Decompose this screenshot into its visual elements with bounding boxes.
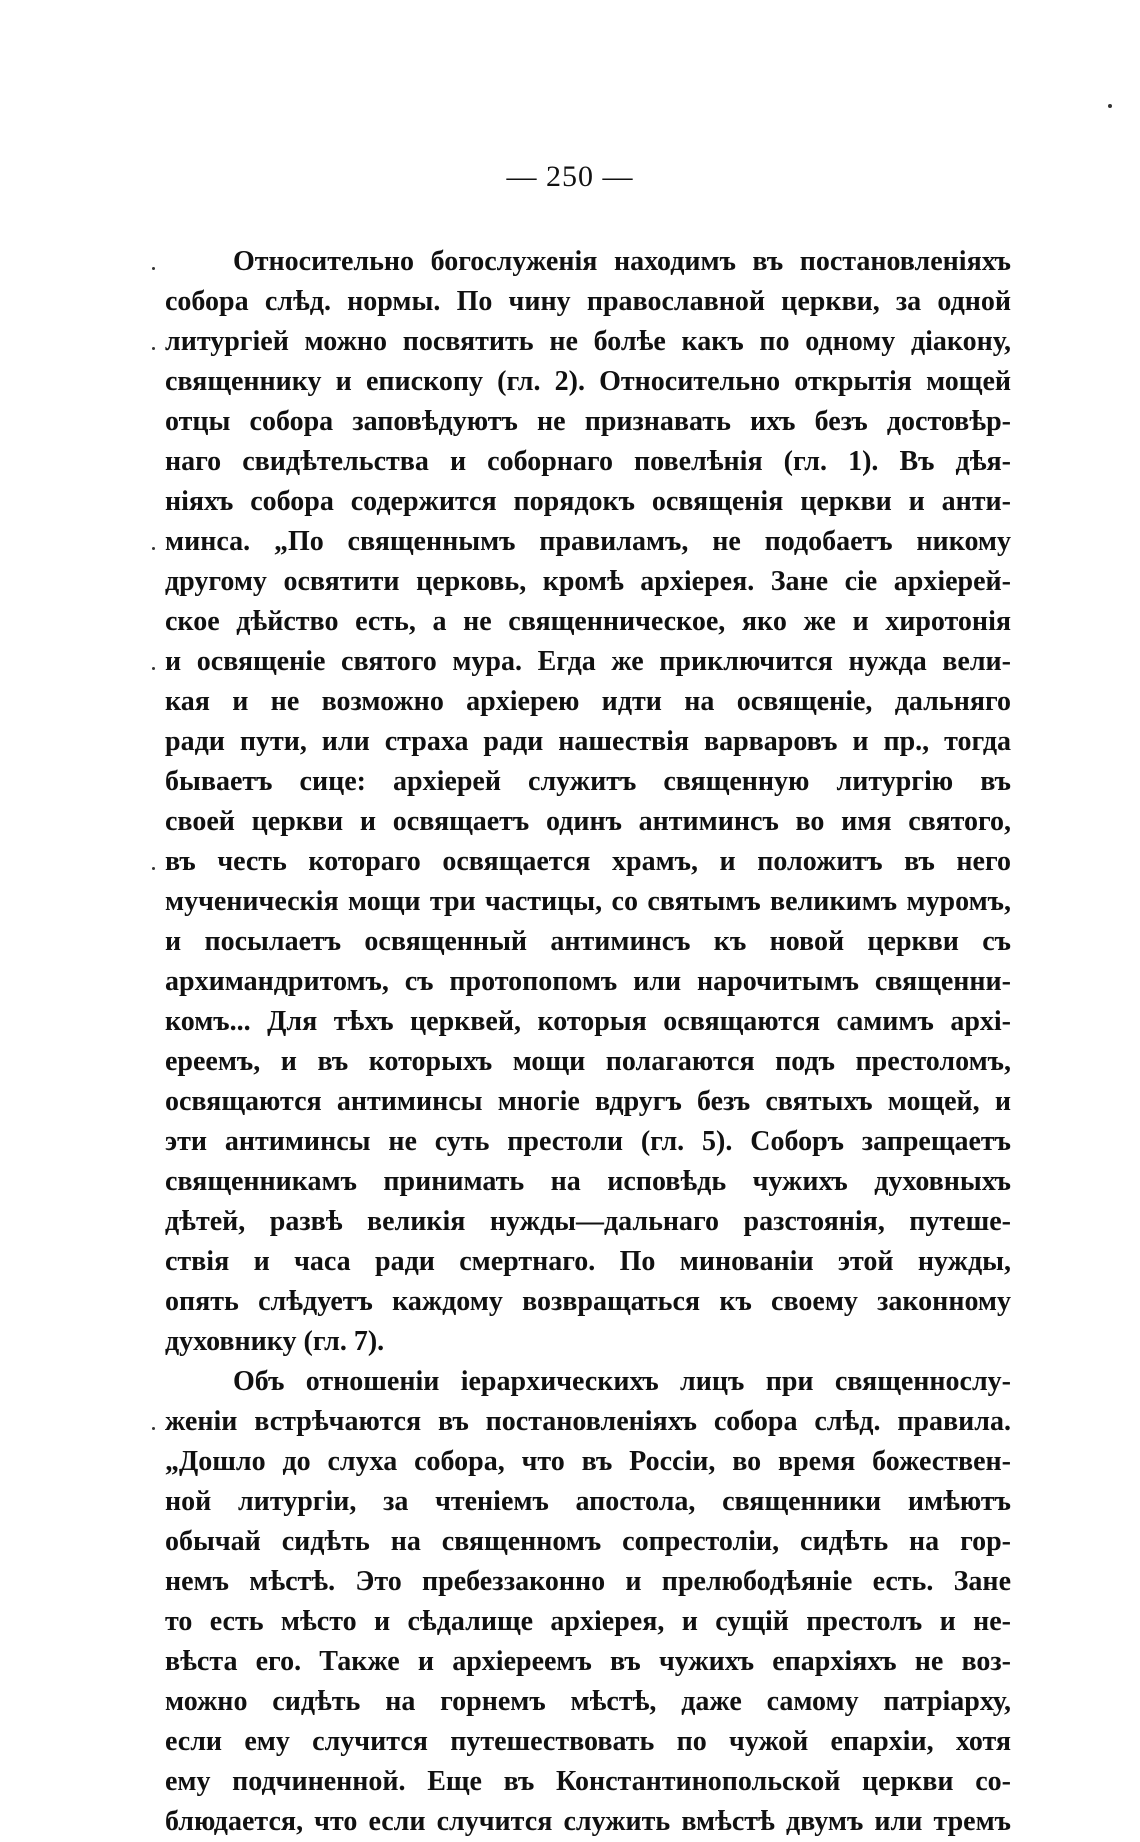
text-line: ереемъ, и въ которыхъ мощи полагаются подъ престоломъ,	[165, 1046, 1011, 1077]
text-line: священнику и епископу (гл. 2). Относительно открытія мощей	[165, 366, 1011, 397]
text-line: мученическія мощи три частицы, со святымъ великимъ муромъ,	[165, 886, 1011, 917]
text-line: Объ отношеніи іерархическихъ лицъ при священнослу-	[233, 1366, 1011, 1397]
text-line: освящаются антиминсы многіе вдругъ безъ святыхъ мощей, и	[165, 1086, 1011, 1117]
text-line: бываетъ сице: архіерей служитъ священную литургію въ	[165, 766, 1011, 797]
text-line: въ честь котораго освящается храмъ, и положитъ въ него	[165, 846, 1011, 877]
text-line: „Дошло до слуха собора, что въ Россіи, во время божествен-	[165, 1446, 1011, 1477]
text-line: своей церкви и освящаетъ одинъ антиминсъ во имя святого,	[165, 806, 1011, 837]
text-line: архимандритомъ, съ протопопомъ или нарочитымъ священни-	[165, 966, 1011, 997]
text-line: духовнику (гл. 7).	[165, 1326, 385, 1357]
text-line: опять слѣдуетъ каждому возвращаться къ своему законному	[165, 1286, 1011, 1317]
text-line: и освященіе святого мура. Егда же приключится нужда вели-	[165, 646, 1011, 677]
text-line: Относительно богослуженія находимъ въ постановленіяхъ	[233, 246, 1011, 277]
text-line: ніяхъ собора содержится порядокъ освященія церкви и анти-	[165, 486, 1011, 517]
scan-speck	[152, 1427, 155, 1430]
text-line: комъ... Для тѣхъ церквей, которыя освящаются самимъ архі-	[165, 1006, 1011, 1037]
text-line: немъ мѣстѣ. Это пребеззаконно и прелюбодѣяніе есть. Зане	[165, 1566, 1011, 1597]
text-line: литургіей можно посвятить не болѣе какъ по одному діакону,	[165, 326, 1011, 357]
text-line: ради пути, или страха ради нашествія варваровъ и пр., тогда	[165, 726, 1011, 757]
text-line: вѣста его. Также и архіереемъ въ чужихъ епархіяхъ не воз-	[165, 1646, 1011, 1677]
page-number: — 250 —	[506, 160, 634, 193]
text-line: дѣтей, развѣ великія нужды—дальнаго разстоянія, путеше-	[165, 1206, 1011, 1237]
text-line: женіи встрѣчаются въ постановленіяхъ собора слѣд. правила.	[165, 1406, 1011, 1437]
text-line: эти антиминсы не суть престоли (гл. 5). Соборъ запрещаетъ	[165, 1126, 1011, 1157]
text-line: можно сидѣть на горнемъ мѣстѣ, даже самому патріарху,	[165, 1686, 1011, 1717]
scan-speck	[1108, 104, 1112, 108]
text-line: кая и не возможно архіерею идти на освященіе, дальняго	[165, 686, 1011, 717]
text-line: ной литургіи, за чтеніемъ апостола, священники имѣютъ	[165, 1486, 1011, 1517]
text-line: если ему случится путешествовать по чужой епархіи, хотя	[165, 1726, 1011, 1757]
text-line: отцы собора заповѣдуютъ не признавать ихъ безъ достовѣр-	[165, 406, 1011, 437]
scan-speck	[152, 547, 155, 550]
text-line: наго свидѣтельства и соборнаго повелѣнія (гл. 1). Въ дѣя-	[165, 446, 1011, 477]
text-line: и посылаетъ освященный антиминсъ къ новой церкви съ	[165, 926, 1011, 957]
scan-speck	[152, 667, 155, 670]
text-line: священникамъ принимать на исповѣдь чужихъ духовныхъ	[165, 1166, 1011, 1197]
text-line: то есть мѣсто и сѣдалище архіерея, и сущій престолъ и не-	[165, 1606, 1011, 1637]
text-line: обычай сидѣть на священномъ сопрестоліи, сидѣть на гор-	[165, 1526, 1011, 1557]
text-line: блюдается, что если случится служить вмѣстѣ двумъ или тремъ	[165, 1806, 1011, 1837]
text-line: собора слѣд. нормы. По чину православной церкви, за одной	[165, 286, 1011, 317]
scan-speck	[152, 347, 155, 350]
text-line: другому освятити церковь, кромѣ архіерея. Зане сіе архіерей-	[165, 566, 1011, 597]
text-line: ему подчиненной. Еще въ Константинопольской церкви со-	[165, 1766, 1011, 1797]
body-text	[165, 242, 1011, 1842]
scan-speck	[152, 867, 155, 870]
text-line: минса. „По священнымъ правиламъ, не подобаетъ никому	[165, 526, 1011, 557]
scan-speck	[152, 267, 155, 270]
text-line: ствія и часа ради смертнаго. По минованіи этой нужды,	[165, 1246, 1011, 1277]
text-line: ское дѣйство есть, а не священническое, яко же и хиротонія	[165, 606, 1011, 637]
